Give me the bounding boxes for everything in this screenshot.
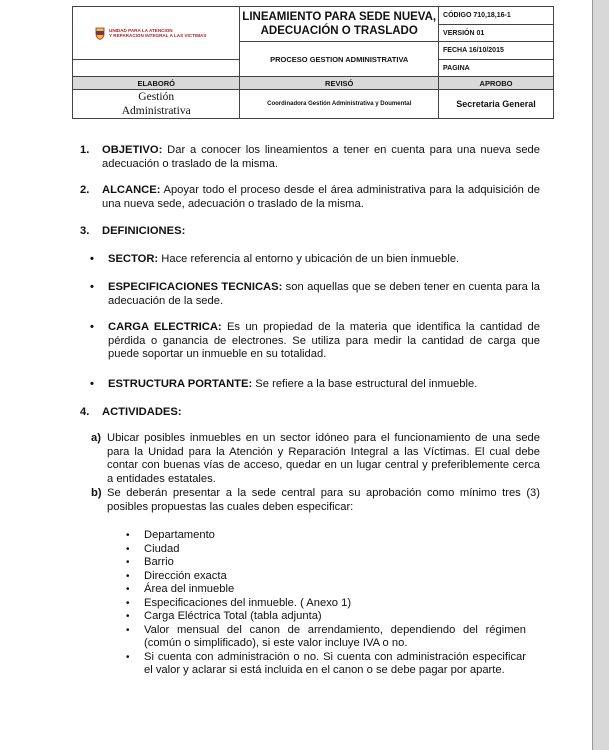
bullet-icon: •: [126, 530, 130, 541]
definition-term: ESTRUCTURA PORTANTE:: [108, 378, 253, 390]
list-item-text: Carga Eléctrica Total (tabla adjunta): [144, 610, 322, 622]
list-item: [126, 597, 526, 611]
list-item: [126, 624, 526, 651]
bullet-icon: •: [90, 321, 94, 333]
list-item: [126, 556, 526, 570]
logo-text-line1: UNIDAD PARA LA ATENCION: [109, 27, 173, 33]
section-title: DEFINICIONES:: [102, 225, 186, 237]
bullet-icon: •: [126, 624, 130, 636]
date-field: FECHA 16/10/2015: [439, 42, 554, 60]
definition-term: SECTOR:: [108, 253, 159, 265]
bullet-icon: •: [90, 253, 94, 265]
logo-text: [109, 28, 206, 39]
section-number: 1.: [80, 144, 90, 156]
logo-cell: [73, 7, 240, 60]
definition-text: Hace referencia al entorno y ubicación de un bien inmueble.: [158, 253, 460, 265]
section-number: 4.: [80, 406, 90, 418]
list-item: [126, 583, 526, 597]
definition-item: [90, 321, 540, 362]
activity-label: a): [91, 432, 101, 444]
document-header-table: [72, 6, 554, 119]
col-aprobo: APROBO: [439, 77, 554, 90]
list-item-text: Dirección exacta: [144, 569, 227, 582]
activity-text: Se deberán presentar a la sede central para su aprobación como mínimo tres (3) posibles propuestas las cuales deben especificar:: [107, 487, 540, 513]
logo-text-line2: Y REPARACION INTEGRAL A LAS VICTIMAS: [109, 33, 207, 38]
bullet-icon: •: [126, 597, 130, 609]
title-line1: LINEAMIENTO PARA SEDE NUEVA,: [242, 11, 437, 23]
section-title: ALCANCE:: [102, 184, 161, 196]
list-item: [126, 543, 526, 557]
bullet-icon: •: [126, 651, 130, 663]
elaboro-line1: Gestión: [138, 91, 175, 103]
bullet-icon: •: [126, 584, 130, 595]
section-number: 2.: [80, 184, 90, 196]
section-objetivo: [80, 144, 540, 171]
definition-text: Se refiere a la base estructural del inmueble.: [252, 378, 478, 390]
list-item-text: Valor mensual del canon de arrendamiento, dependiendo del régimen (común o simplificado), si este valor incluye IVA o no.: [144, 623, 526, 649]
bullet-icon: •: [126, 570, 130, 582]
list-item: [126, 610, 526, 624]
activity-text: Ubicar posibles inmuebles en un sector idóneo para el funcionamiento de una sede para la Unidad para la Atención y Reparación Integral a las Víctimas. El cual debe contar con buenas vías de acceso, quedar en un lugar central y preferiblemente cerca a entidades estatales.: [107, 432, 540, 485]
section-alcance: [80, 184, 540, 211]
page-edge: [592, 0, 593, 750]
list-item-text: Si cuenta con administración o no. Si cuenta con administración especificar el valor y aclarar si está incluida en el canon o se debe pagar por aparte.: [144, 650, 526, 676]
definition-term: ESPECIFICACIONES TECNICAS:: [108, 281, 283, 293]
list-item-text: Departamento: [144, 529, 215, 541]
definition-term: CARGA ELECTRICA:: [108, 321, 222, 333]
title-line2: ADECUACIÓN O TRASLADO: [260, 25, 418, 37]
aprobo-value: Secretaria General: [439, 90, 554, 119]
bullet-icon: •: [126, 557, 130, 568]
col-reviso: REVISÓ: [240, 77, 439, 90]
document-title: [240, 7, 439, 42]
section-title: ACTIVIDADES:: [102, 406, 182, 418]
definition-item: [90, 281, 540, 308]
bullet-icon: •: [126, 543, 130, 555]
list-item: [126, 529, 526, 543]
process-name: PROCESO GESTION ADMINISTRATIVA: [240, 42, 439, 77]
definition-text: Es un propiedad de la materia que identifica la cantidad de pérdida o ganancia de electrones. Se utiliza para medir la cantidad de carga que puede soportar un inmueble en su totalidad.: [108, 321, 540, 360]
logo: [73, 26, 239, 40]
page-field: PAGINA: [439, 60, 554, 77]
section-text: Apoyar todo el proceso desde el área administrativa para la adquisición de una nueva sede, adecuación o traslado de la misma.: [102, 184, 540, 210]
activity-a: [91, 432, 540, 486]
reviso-value: Coordinadora Gestión Administrativa y Doumental: [240, 90, 439, 119]
activity-b: [91, 487, 540, 514]
definition-item: [90, 253, 540, 267]
section-title: OBJETIVO:: [102, 144, 163, 156]
definition-item: [90, 378, 540, 392]
bullet-icon: •: [90, 281, 94, 293]
elaboro-line2: Administrativa: [121, 105, 191, 117]
section-number: 3.: [80, 225, 90, 237]
elaboro-value: [73, 90, 240, 119]
coat-of-arms-icon: [95, 26, 105, 40]
list-item-text: Barrio: [144, 556, 174, 568]
viewer-background: [593, 0, 609, 750]
code-field: CÓDIGO 710,18,16-1: [439, 7, 554, 25]
version-field: VERSIÓN 01: [439, 25, 554, 42]
col-elaboro: ELABORÓ: [73, 77, 240, 90]
logo-cell-bottom: [73, 60, 240, 77]
proposal-requirements-list: [126, 529, 526, 678]
section-definiciones: [80, 225, 540, 239]
section-text: Dar a conocer los lineamientos a tener en cuenta para una nueva sede adecuación o traslado de la misma.: [102, 144, 540, 170]
list-item-text: Ciudad: [144, 542, 180, 555]
bullet-icon: •: [126, 611, 130, 622]
bullet-icon: •: [90, 378, 94, 390]
list-item: [126, 570, 526, 584]
section-actividades: [80, 406, 540, 420]
list-item-text: Área del inmueble: [144, 583, 235, 595]
list-item: [126, 651, 526, 678]
list-item-text: Especificaciones del inmueble. ( Anexo 1): [144, 596, 352, 609]
activity-label: b): [91, 487, 102, 499]
definition-text: son aquellas que se deben tener en cuenta para la adecuación de la sede.: [108, 281, 540, 307]
